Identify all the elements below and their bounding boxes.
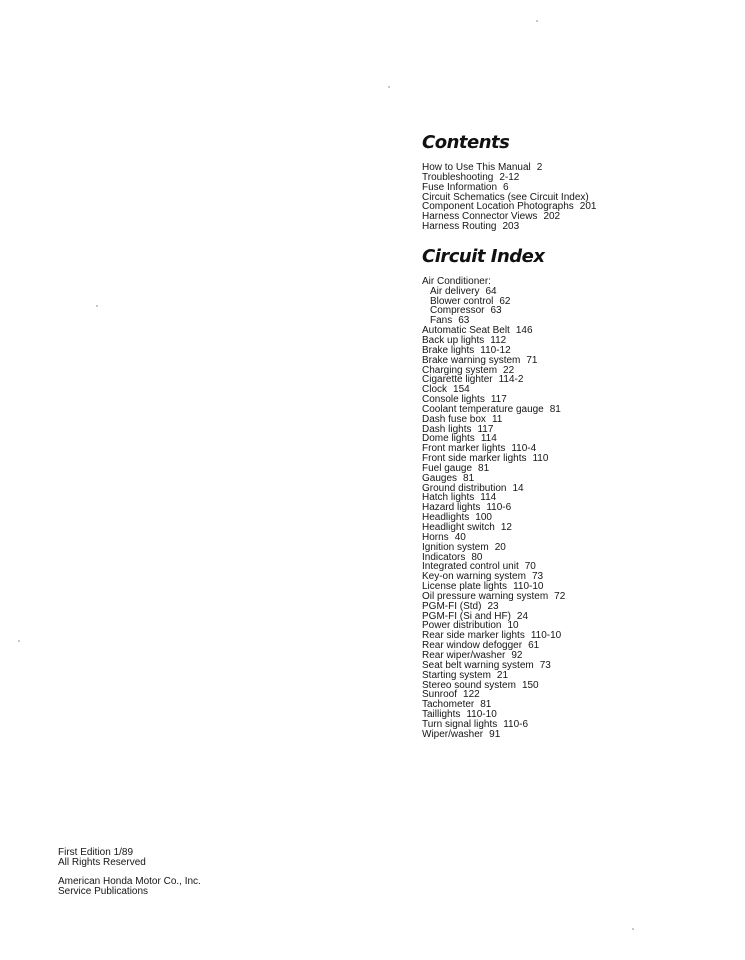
entry-page-number: 110 xyxy=(532,453,549,465)
contents-entry xyxy=(422,222,722,232)
entry-page-number: 61 xyxy=(528,640,540,652)
entry-label: Air delivery xyxy=(430,285,480,297)
entry-page-number: 114 xyxy=(480,492,497,504)
entry-page-number: 117 xyxy=(490,394,507,406)
entry-label: Brake warning system xyxy=(422,354,521,366)
entry-page-number: 122 xyxy=(463,689,480,701)
entry-page-number: 2 xyxy=(536,162,543,173)
circuit-index-entry xyxy=(422,523,722,533)
entry-label: Dome lights xyxy=(422,433,475,445)
entry-label: Seat belt warning system xyxy=(422,659,534,671)
entry-label: Hatch lights xyxy=(422,492,475,504)
entry-page-number: 92 xyxy=(511,649,523,661)
entry-page-number: 110-6 xyxy=(503,718,529,730)
entry-label: PGM-FI (Si and HF) xyxy=(422,610,511,622)
paper-speck xyxy=(388,86,390,88)
entry-label: Headlights xyxy=(422,512,470,524)
entry-page-number: 62 xyxy=(499,295,511,307)
paper-speck xyxy=(632,928,634,930)
entry-label: Charging system xyxy=(422,364,498,376)
entry-page-number: 114-2 xyxy=(498,374,524,386)
entry-label: Power distribution xyxy=(422,620,502,632)
entry-label: Fans xyxy=(430,315,453,327)
entry-page-number: 6 xyxy=(503,181,509,193)
company-text: American Honda Motor Co., Inc. xyxy=(58,876,201,887)
entry-label: Horns xyxy=(422,531,449,543)
circuit-index-entry xyxy=(422,730,722,740)
entry-page-number: 91 xyxy=(489,728,501,740)
entry-label: Turn signal lights xyxy=(422,718,498,730)
entry-label: Wiper/washer xyxy=(422,728,484,740)
entry-label: Headlight switch xyxy=(422,522,495,533)
entry-label: Indicators xyxy=(422,551,466,563)
paper-speck xyxy=(96,305,98,307)
rights-text: All Rights Reserved xyxy=(58,857,146,868)
air-conditioner-heading: Air Conditioner: xyxy=(422,275,491,287)
entry-page-number: 110-10 xyxy=(513,581,544,593)
entry-page-number: 20 xyxy=(494,541,506,553)
entry-label: Dash lights xyxy=(422,423,472,435)
entry-page-number: 40 xyxy=(454,531,466,543)
entry-page-number: 203 xyxy=(502,221,520,233)
entry-label: PGM-FI (Std) xyxy=(422,600,482,612)
entry-label: Brake lights xyxy=(422,344,475,356)
entry-page-number: 117 xyxy=(477,423,494,435)
contents-title: Contents xyxy=(422,132,510,153)
entry-page-number: 63 xyxy=(458,315,470,327)
entry-page-number: 14 xyxy=(512,482,524,494)
entry-label: License plate lights xyxy=(422,581,508,593)
entry-page-number: 2-12 xyxy=(499,171,520,183)
entry-page-number: 110-12 xyxy=(480,344,511,356)
department-text: Service Publications xyxy=(58,886,149,897)
entry-page-number: 100 xyxy=(475,512,492,524)
entry-label: Stereo sound system xyxy=(422,679,516,691)
entry-label: Harness Routing xyxy=(422,221,497,233)
entry-label: Integrated control unit xyxy=(422,561,519,573)
entry-page-number: 73 xyxy=(539,659,551,671)
paper-speck xyxy=(536,20,538,22)
entry-page-number: 23 xyxy=(487,600,499,612)
paper-speck xyxy=(18,640,20,642)
entry-page-number: 154 xyxy=(453,384,470,396)
edition-text: First Edition 1/89 xyxy=(58,847,134,858)
entry-label: Rear window defogger xyxy=(422,640,523,652)
entry-page-number: 202 xyxy=(543,211,561,223)
entry-label: Fuse Information xyxy=(422,181,498,193)
entry-label: Back up lights xyxy=(422,334,485,346)
entry-page-number: 10 xyxy=(507,620,519,632)
entry-label: Rear side marker lights xyxy=(422,630,525,642)
entry-label: Front marker lights xyxy=(422,443,506,455)
entry-page-number: 63 xyxy=(490,305,502,317)
entry-label: Gauges xyxy=(422,472,458,484)
entry-label: Compressor xyxy=(430,305,485,317)
entry-page-number: 21 xyxy=(496,669,509,681)
entry-label: Taillights xyxy=(422,709,461,721)
entry-page-number: 150 xyxy=(521,679,539,691)
entry-label: Harness Connector Views xyxy=(422,211,538,223)
entry-page-number: 71 xyxy=(526,354,538,366)
entry-label: Ignition system xyxy=(422,541,489,553)
entry-label: Automatic Seat Belt xyxy=(422,325,510,337)
entry-label: Dash fuse box xyxy=(422,413,486,425)
entry-page-number: 80 xyxy=(471,551,483,563)
entry-page-number: 81 xyxy=(480,699,492,711)
entry-label: Console lights xyxy=(422,394,485,406)
entry-page-number: 64 xyxy=(485,285,497,297)
entry-page-number: 72 xyxy=(554,590,566,602)
edition-block xyxy=(58,848,201,868)
entry-label: Coolant temperature gauge xyxy=(422,403,544,415)
entry-page-number: 11 xyxy=(491,413,503,425)
entry-label: Sunroof xyxy=(422,689,458,701)
entry-label: Starting system xyxy=(422,669,491,681)
entry-label: Blower control xyxy=(430,295,494,307)
index-column xyxy=(422,133,722,740)
entry-page-number: 81 xyxy=(463,472,475,484)
entry-label: Front side marker lights xyxy=(422,453,527,465)
circuit-index-list xyxy=(422,277,722,740)
publication-footer xyxy=(58,848,201,906)
entry-page-number: 110-10 xyxy=(466,709,497,721)
entry-label: Circuit Schematics (see Circuit Index) xyxy=(422,191,589,203)
entry-page-number: 201 xyxy=(579,201,597,213)
entry-page-number: 110-6 xyxy=(486,502,512,514)
entry-label: Troubleshooting xyxy=(422,171,494,183)
entry-page-number: 112 xyxy=(490,334,507,346)
entry-label: Component Location Photographs xyxy=(422,201,574,213)
entry-page-number: 24 xyxy=(516,610,529,622)
entry-page-number: 110-4 xyxy=(511,443,537,455)
circuit-index-title: Circuit Index xyxy=(422,245,545,267)
entry-page-number: 146 xyxy=(515,325,533,337)
entry-label: Rear wiper/washer xyxy=(422,649,506,661)
entry-label: Ground distribution xyxy=(422,482,507,494)
entry-page-number: 110-10 xyxy=(530,630,562,642)
entry-label: Clock xyxy=(422,384,448,396)
entry-page-number: 114 xyxy=(480,433,497,445)
entry-label: Tachometer xyxy=(422,699,475,711)
entry-page-number: 12 xyxy=(500,522,512,533)
entry-page-number: 81 xyxy=(478,462,490,474)
circuit-index-entry xyxy=(422,543,722,553)
entry-label: Hazard lights xyxy=(422,502,481,514)
entry-label: Oil pressure warning system xyxy=(422,590,549,602)
publisher-block xyxy=(58,877,201,897)
contents-list xyxy=(422,163,722,232)
entry-page-number: 70 xyxy=(524,561,536,573)
entry-page-number: 22 xyxy=(503,364,515,376)
entry-label: Cigarette lighter xyxy=(422,374,493,386)
entry-page-number: 81 xyxy=(549,403,561,415)
entry-label: Fuel gauge xyxy=(422,462,473,474)
entry-label: How to Use This Manual xyxy=(422,162,531,173)
entry-page-number: 73 xyxy=(531,571,544,583)
entry-label: Key-on warning system xyxy=(422,571,526,583)
